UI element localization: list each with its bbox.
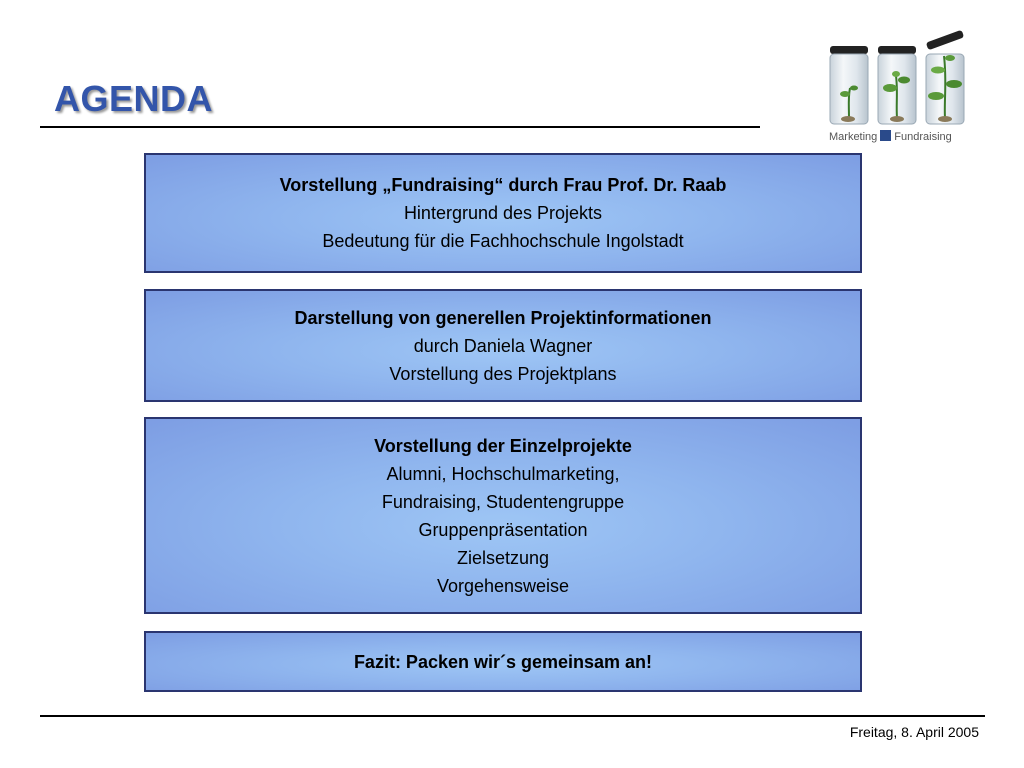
agenda-item-heading: Vorstellung „Fundraising“ durch Frau Prof. Dr. Raab [279,175,727,195]
logo-caption [829,130,974,143]
agenda-item-heading: Fazit: Packen wir´s gemeinsam an! [353,651,653,672]
title-divider [40,126,760,128]
agenda-item-line: Alumni, Hochschulmarketing, [386,463,620,484]
agenda-item-line: Fundraising, Studentengruppe [381,491,625,512]
agenda-item-line: durch Daniela Wagner [413,335,593,356]
logo-caption-marketing: Marketing [829,131,878,143]
agenda-item-line: Vorstellung des Projektplans [389,363,617,384]
slide-title: AGENDA [54,78,214,119]
agenda-item-line: Gruppenpräsentation [418,519,588,540]
agenda-item-1 [144,153,862,273]
logo-caption-fundraising: Fundraising [894,131,952,143]
agenda-item-line: Bedeutung für die Fachhochschule Ingolstadt [322,231,684,251]
agenda-item-line: Hintergrund des Projekts [403,203,603,223]
agenda-item-line: Vorgehensweise [436,575,570,596]
footer-date: Freitag, 8. April 2005 [849,724,979,740]
footer-divider [40,715,985,717]
logo-square-icon [880,130,891,141]
agenda-item-2 [144,289,862,402]
agenda-item-line: Zielsetzung [456,547,550,568]
agenda-item-4 [144,631,862,692]
agenda-item-3 [144,417,862,614]
agenda-item-heading: Darstellung von generellen Projektinformationen [294,307,712,328]
agenda-item-heading: Vorstellung der Einzelprojekte [374,435,632,456]
